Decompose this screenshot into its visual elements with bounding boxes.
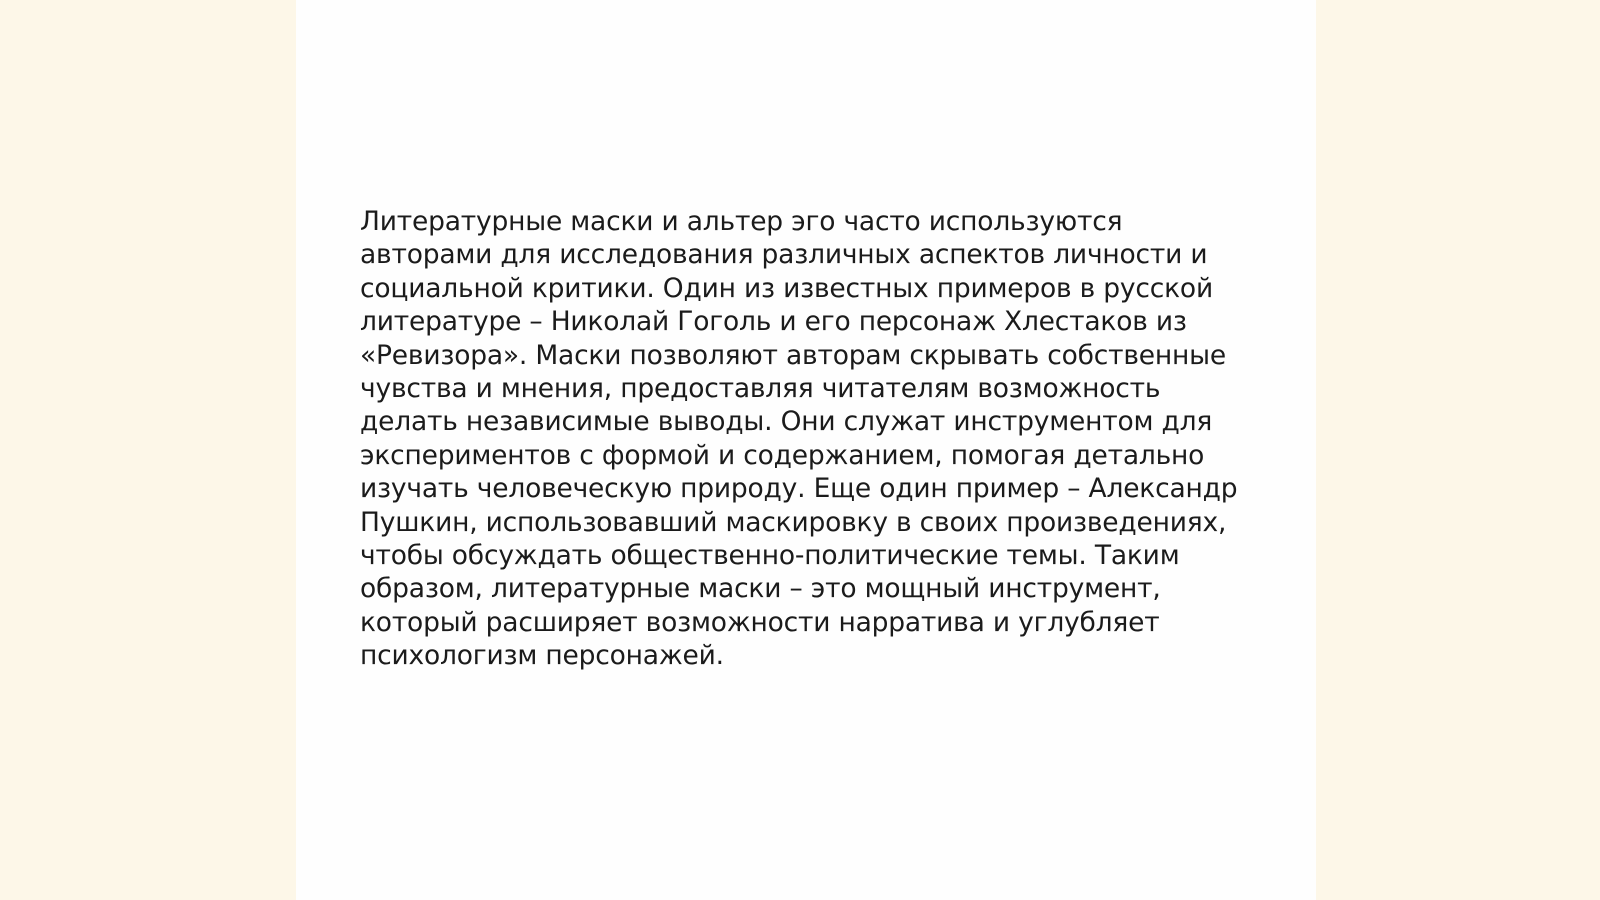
slide-body-text bbox=[360, 205, 1250, 673]
text-line: социальной критики. Один из известных примеров в русской bbox=[360, 272, 1213, 304]
text-line: литературе – Николай Гоголь и его персонаж Хлестаков из bbox=[360, 306, 1187, 338]
text-line: образом, литературные маски – это мощный инструмент, bbox=[360, 573, 1161, 605]
text-line: экспериментов с формой и содержанием, помогая детально bbox=[360, 439, 1205, 471]
text-line: Литературные маски и альтер эго часто используются bbox=[360, 206, 1123, 237]
text-line: психологизм персонажей. bbox=[360, 640, 724, 672]
text-line: авторами для исследования различных аспектов личности и bbox=[360, 239, 1208, 271]
slide bbox=[296, 0, 1316, 900]
text-line: чтобы обсуждать общественно-политические темы. Таким bbox=[360, 540, 1180, 572]
text-line: «Ревизора». Маски позволяют авторам скрывать собственные bbox=[360, 339, 1226, 371]
text-line: изучать человеческую природу. Еще один пример – Александр bbox=[360, 473, 1238, 505]
text-line: Пушкин, использовавший маскировку в своих произведениях, bbox=[360, 506, 1227, 538]
text-line: который расширяет возможности нарратива и углубляет bbox=[360, 606, 1160, 638]
text-line: чувства и мнения, предоставляя читателям возможность bbox=[360, 373, 1161, 405]
text-line: делать независимые выводы. Они служат инструментом для bbox=[360, 406, 1213, 438]
